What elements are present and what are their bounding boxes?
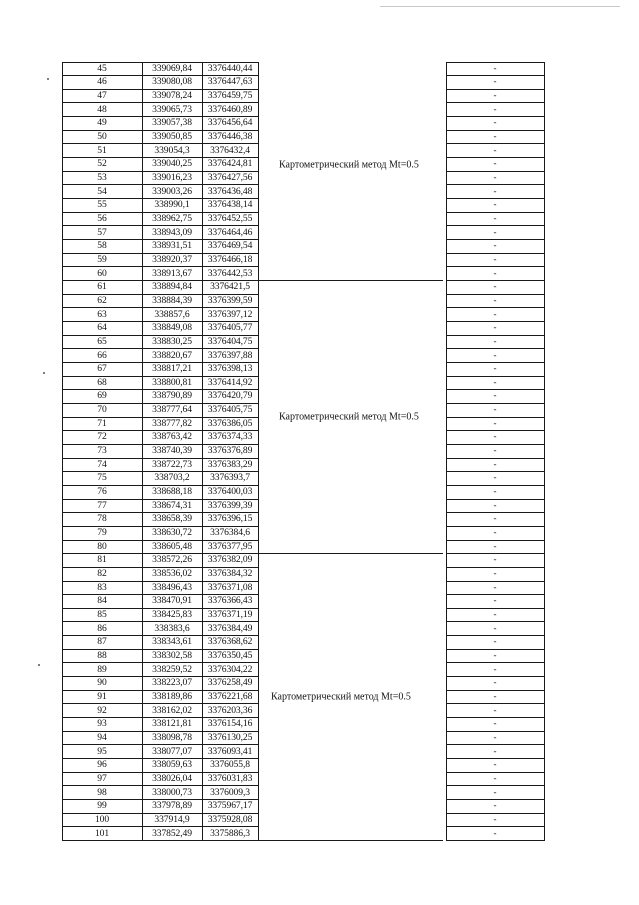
point-number-cell: 45 bbox=[97, 62, 107, 74]
point-number-cell: 58 bbox=[97, 240, 107, 252]
coordinate-x-cell: 338884,39 bbox=[152, 294, 192, 306]
remark-dash-cell: - bbox=[493, 185, 497, 196]
coordinate-x-cell: 338343,61 bbox=[152, 636, 192, 648]
remark-dash-cell: - bbox=[493, 540, 497, 551]
coordinate-x-cell: 338857,6 bbox=[154, 308, 190, 320]
coordinate-y-cell: 3376130,25 bbox=[207, 731, 253, 743]
point-number-cell: 83 bbox=[97, 581, 107, 593]
coordinate-x-cell: 338630,72 bbox=[152, 527, 192, 539]
point-number-cell: 99 bbox=[97, 800, 107, 812]
coordinate-y-cell: 3376440,44 bbox=[207, 62, 253, 74]
remark-dash-cell: - bbox=[493, 554, 497, 565]
remark-dash-cell: - bbox=[493, 171, 497, 182]
coordinate-y-cell: 3376399,39 bbox=[207, 499, 253, 511]
coordinate-x-cell: 338800,81 bbox=[152, 376, 192, 388]
point-number-cell: 87 bbox=[97, 636, 107, 648]
point-number-cell: 50 bbox=[97, 130, 107, 142]
coordinate-y-cell: 3376374,33 bbox=[207, 431, 253, 443]
coordinate-y-cell: 3376405,75 bbox=[207, 404, 253, 416]
coordinate-y-cell: 3376446,38 bbox=[207, 130, 253, 142]
remark-dash-cell: - bbox=[493, 445, 497, 456]
coordinate-y-cell: 3376399,59 bbox=[207, 294, 253, 306]
point-number-cell: 46 bbox=[97, 76, 107, 88]
remarks-column-border bbox=[544, 62, 545, 842]
remark-dash-cell: - bbox=[493, 731, 497, 742]
remark-dash-cell: - bbox=[493, 718, 497, 729]
coordinate-y-cell: 3376382,09 bbox=[207, 554, 253, 566]
point-number-cell: 86 bbox=[97, 622, 107, 634]
coordinate-x-cell: 338302,58 bbox=[152, 649, 192, 661]
coordinate-x-cell: 338674,31 bbox=[152, 499, 192, 511]
remark-dash-cell: - bbox=[493, 103, 497, 114]
remark-dash-cell: - bbox=[493, 417, 497, 428]
remark-dash-cell: - bbox=[493, 349, 497, 360]
coordinate-y-cell: 3376397,12 bbox=[207, 308, 253, 320]
remark-dash-cell: - bbox=[493, 458, 497, 469]
remark-dash-cell: - bbox=[493, 568, 497, 579]
remark-dash-cell: - bbox=[493, 281, 497, 292]
coordinate-y-cell: 3376466,18 bbox=[207, 253, 253, 265]
point-number-cell: 101 bbox=[94, 827, 110, 839]
coordinate-x-cell: 337852,49 bbox=[152, 827, 192, 839]
point-number-cell: 80 bbox=[97, 540, 107, 552]
point-number-cell: 51 bbox=[97, 144, 107, 156]
remark-dash-cell: - bbox=[493, 513, 497, 524]
point-number-cell: 59 bbox=[97, 253, 107, 265]
coordinate-y-cell: 3376447,63 bbox=[207, 76, 253, 88]
point-number-cell: 95 bbox=[97, 745, 107, 757]
coordinate-x-cell: 338894,84 bbox=[152, 281, 192, 293]
point-number-cell: 91 bbox=[97, 690, 107, 702]
coordinate-x-cell: 338121,81 bbox=[152, 718, 192, 730]
coordinate-y-cell: 3376420,79 bbox=[207, 390, 253, 402]
remark-dash-cell: - bbox=[493, 390, 497, 401]
point-number-cell: 81 bbox=[97, 554, 107, 566]
remark-dash-cell: - bbox=[493, 772, 497, 783]
coordinate-y-cell: 3376093,41 bbox=[207, 745, 253, 757]
point-number-cell: 69 bbox=[97, 390, 107, 402]
coordinate-x-cell: 338722,73 bbox=[152, 458, 192, 470]
table-column-border bbox=[258, 62, 259, 842]
remark-dash-cell: - bbox=[493, 267, 497, 278]
method-label: Картометрический метод Mt=0.5 bbox=[271, 691, 411, 703]
point-number-cell: 93 bbox=[97, 718, 107, 730]
coordinate-x-cell: 338059,63 bbox=[152, 759, 192, 771]
coordinate-x-cell: 339050,85 bbox=[152, 130, 192, 142]
point-number-cell: 72 bbox=[97, 431, 107, 443]
remark-dash-cell: - bbox=[493, 117, 497, 128]
point-number-cell: 78 bbox=[97, 513, 107, 525]
coordinate-x-cell: 338383,6 bbox=[154, 622, 190, 634]
coordinate-y-cell: 3376405,77 bbox=[207, 322, 253, 334]
coordinate-y-cell: 3376384,6 bbox=[210, 527, 250, 539]
scan-speck bbox=[47, 78, 49, 80]
coordinate-x-cell: 337914,9 bbox=[154, 813, 190, 825]
point-number-cell: 76 bbox=[97, 486, 107, 498]
coordinate-x-cell: 338943,09 bbox=[152, 226, 192, 238]
coordinate-y-cell: 3376350,45 bbox=[207, 649, 253, 661]
remark-dash-cell: - bbox=[493, 472, 497, 483]
coordinate-y-cell: 3376436,48 bbox=[207, 185, 253, 197]
coordinate-y-cell: 3376442,53 bbox=[207, 267, 253, 279]
coordinate-x-cell: 339016,23 bbox=[152, 171, 192, 183]
point-number-cell: 52 bbox=[97, 158, 107, 170]
remark-dash-cell: - bbox=[493, 404, 497, 415]
point-number-cell: 56 bbox=[97, 212, 107, 224]
coordinate-y-cell: 3376438,14 bbox=[207, 199, 253, 211]
coordinate-x-cell: 339078,24 bbox=[152, 90, 192, 102]
point-number-cell: 98 bbox=[97, 786, 107, 798]
coordinate-y-cell: 3376384,32 bbox=[207, 568, 253, 580]
remark-dash-cell: - bbox=[493, 76, 497, 87]
method-label: Картометрический метод Mt=0.5 bbox=[279, 411, 419, 423]
coordinate-y-cell: 3376469,54 bbox=[207, 240, 253, 252]
coordinate-x-cell: 338820,67 bbox=[152, 349, 192, 361]
coordinate-y-cell: 3376397,88 bbox=[207, 349, 253, 361]
coordinate-x-cell: 339065,73 bbox=[152, 103, 192, 115]
coordinate-x-cell: 338740,39 bbox=[152, 445, 192, 457]
coordinate-x-cell: 338605,48 bbox=[152, 540, 192, 552]
remark-dash-cell: - bbox=[493, 130, 497, 141]
remark-dash-cell: - bbox=[493, 376, 497, 387]
point-number-cell: 53 bbox=[97, 171, 107, 183]
remark-dash-cell: - bbox=[493, 322, 497, 333]
point-number-cell: 65 bbox=[97, 335, 107, 347]
remark-dash-cell: - bbox=[493, 704, 497, 715]
remark-dash-cell: - bbox=[493, 527, 497, 538]
coordinate-y-cell: 3376398,13 bbox=[207, 363, 253, 375]
point-number-cell: 84 bbox=[97, 595, 107, 607]
point-number-cell: 60 bbox=[97, 267, 107, 279]
coordinate-y-cell: 3376460,89 bbox=[207, 103, 253, 115]
point-number-cell: 70 bbox=[97, 404, 107, 416]
coordinate-x-cell: 338000,73 bbox=[152, 786, 192, 798]
coordinate-y-cell: 3376452,55 bbox=[207, 212, 253, 224]
remark-dash-cell: - bbox=[493, 745, 497, 756]
coordinate-y-cell: 3376383,29 bbox=[207, 458, 253, 470]
remark-dash-cell: - bbox=[493, 690, 497, 701]
scan-edge-line bbox=[380, 6, 620, 7]
coordinate-y-cell: 3376304,22 bbox=[207, 663, 253, 675]
coordinate-y-cell: 3376427,56 bbox=[207, 171, 253, 183]
point-number-cell: 100 bbox=[94, 813, 110, 825]
remarks-row-border bbox=[446, 840, 545, 841]
point-number-cell: 63 bbox=[97, 308, 107, 320]
coordinate-x-cell: 338920,37 bbox=[152, 253, 192, 265]
remark-dash-cell: - bbox=[493, 649, 497, 660]
coordinate-x-cell: 338817,21 bbox=[152, 363, 192, 375]
point-number-cell: 64 bbox=[97, 322, 107, 334]
coordinate-x-cell: 339003,26 bbox=[152, 185, 192, 197]
remark-dash-cell: - bbox=[493, 199, 497, 210]
scan-speck bbox=[38, 664, 40, 666]
coordinate-y-cell: 3376459,75 bbox=[207, 90, 253, 102]
coordinate-x-cell: 339069,84 bbox=[152, 62, 192, 74]
remark-dash-cell: - bbox=[493, 308, 497, 319]
coordinate-x-cell: 338425,83 bbox=[152, 609, 192, 621]
coordinate-x-cell: 339040,25 bbox=[152, 158, 192, 170]
coordinate-x-cell: 338189,86 bbox=[152, 690, 192, 702]
coordinate-y-cell: 3376154,16 bbox=[207, 718, 253, 730]
coordinate-y-cell: 3376055,8 bbox=[210, 759, 250, 771]
remark-dash-cell: - bbox=[493, 581, 497, 592]
coordinate-x-cell: 338026,04 bbox=[152, 772, 192, 784]
point-number-cell: 66 bbox=[97, 349, 107, 361]
method-block-separator bbox=[258, 840, 443, 841]
coordinate-x-cell: 338790,89 bbox=[152, 390, 192, 402]
remark-dash-cell: - bbox=[493, 294, 497, 305]
coordinate-x-cell: 338470,91 bbox=[152, 595, 192, 607]
coordinate-x-cell: 338777,82 bbox=[152, 417, 192, 429]
coordinate-x-cell: 338913,67 bbox=[152, 267, 192, 279]
remark-dash-cell: - bbox=[493, 609, 497, 620]
coordinate-y-cell: 3376258,49 bbox=[207, 677, 253, 689]
point-number-cell: 74 bbox=[97, 458, 107, 470]
coordinate-x-cell: 338777,64 bbox=[152, 404, 192, 416]
point-number-cell: 92 bbox=[97, 704, 107, 716]
point-number-cell: 82 bbox=[97, 568, 107, 580]
coordinate-y-cell: 3376009,3 bbox=[210, 786, 250, 798]
method-block-separator bbox=[258, 553, 443, 554]
coordinate-x-cell: 338703,2 bbox=[154, 472, 190, 484]
coordinate-y-cell: 3376432,4 bbox=[210, 144, 250, 156]
coordinate-y-cell: 3376464,46 bbox=[207, 226, 253, 238]
coordinate-y-cell: 3376400,03 bbox=[207, 486, 253, 498]
coordinate-y-cell: 3376377,95 bbox=[207, 540, 253, 552]
coordinate-y-cell: 3376386,05 bbox=[207, 417, 253, 429]
point-number-cell: 94 bbox=[97, 731, 107, 743]
coordinate-x-cell: 338931,51 bbox=[152, 240, 192, 252]
coordinate-y-cell: 3376366,43 bbox=[207, 595, 253, 607]
remark-dash-cell: - bbox=[493, 363, 497, 374]
point-number-cell: 61 bbox=[97, 281, 107, 293]
point-number-cell: 73 bbox=[97, 445, 107, 457]
coordinate-y-cell: 3376376,89 bbox=[207, 445, 253, 457]
coordinate-x-cell: 338223,07 bbox=[152, 677, 192, 689]
remark-dash-cell: - bbox=[493, 90, 497, 101]
coordinate-y-cell: 3376031,83 bbox=[207, 772, 253, 784]
remark-dash-cell: - bbox=[493, 813, 497, 824]
table-row-border bbox=[62, 840, 259, 841]
coordinate-x-cell: 338536,02 bbox=[152, 568, 192, 580]
coordinate-x-cell: 339080,08 bbox=[152, 76, 192, 88]
point-number-cell: 77 bbox=[97, 499, 107, 511]
point-number-cell: 79 bbox=[97, 527, 107, 539]
scan-speck bbox=[43, 372, 45, 374]
remark-dash-cell: - bbox=[493, 62, 497, 73]
remark-dash-cell: - bbox=[493, 800, 497, 811]
remark-dash-cell: - bbox=[493, 240, 497, 251]
coordinate-y-cell: 3376424,81 bbox=[207, 158, 253, 170]
coordinate-x-cell: 338098,78 bbox=[152, 731, 192, 743]
remark-dash-cell: - bbox=[493, 431, 497, 442]
remark-dash-cell: - bbox=[493, 759, 497, 770]
coordinate-x-cell: 338990,1 bbox=[154, 199, 190, 211]
coordinate-x-cell: 338849,08 bbox=[152, 322, 192, 334]
remark-dash-cell: - bbox=[493, 786, 497, 797]
coordinate-y-cell: 3375928,08 bbox=[207, 813, 253, 825]
remark-dash-cell: - bbox=[493, 158, 497, 169]
coordinate-y-cell: 3375967,17 bbox=[207, 800, 253, 812]
remark-dash-cell: - bbox=[493, 335, 497, 346]
coordinate-y-cell: 3376393,7 bbox=[210, 472, 250, 484]
coordinate-x-cell: 339054,3 bbox=[154, 144, 190, 156]
coordinate-x-cell: 338763,42 bbox=[152, 431, 192, 443]
coordinate-y-cell: 3376456,64 bbox=[207, 117, 253, 129]
point-number-cell: 85 bbox=[97, 609, 107, 621]
coordinate-x-cell: 338658,39 bbox=[152, 513, 192, 525]
coordinate-x-cell: 338077,07 bbox=[152, 745, 192, 757]
point-number-cell: 68 bbox=[97, 376, 107, 388]
remark-dash-cell: - bbox=[493, 663, 497, 674]
remark-dash-cell: - bbox=[493, 144, 497, 155]
coordinate-y-cell: 3376404,75 bbox=[207, 335, 253, 347]
remark-dash-cell: - bbox=[493, 226, 497, 237]
coordinate-y-cell: 3376371,08 bbox=[207, 581, 253, 593]
remark-dash-cell: - bbox=[493, 212, 497, 223]
point-number-cell: 75 bbox=[97, 472, 107, 484]
coordinate-x-cell: 338259,52 bbox=[152, 663, 192, 675]
point-number-cell: 88 bbox=[97, 649, 107, 661]
coordinate-y-cell: 3376221,68 bbox=[207, 690, 253, 702]
method-block-separator bbox=[258, 280, 443, 281]
coordinate-y-cell: 3376414,92 bbox=[207, 376, 253, 388]
coordinate-x-cell: 338688,18 bbox=[152, 486, 192, 498]
remark-dash-cell: - bbox=[493, 486, 497, 497]
coordinate-x-cell: 338496,43 bbox=[152, 581, 192, 593]
coordinate-y-cell: 3376384,49 bbox=[207, 622, 253, 634]
method-label: Картометрический метод Mt=0.5 bbox=[279, 159, 419, 171]
coordinate-x-cell: 337978,89 bbox=[152, 800, 192, 812]
remark-dash-cell: - bbox=[493, 677, 497, 688]
coordinate-y-cell: 3376203,36 bbox=[207, 704, 253, 716]
remark-dash-cell: - bbox=[493, 622, 497, 633]
coordinate-x-cell: 338572,26 bbox=[152, 554, 192, 566]
point-number-cell: 89 bbox=[97, 663, 107, 675]
point-number-cell: 90 bbox=[97, 677, 107, 689]
point-number-cell: 54 bbox=[97, 185, 107, 197]
coordinate-x-cell: 339057,38 bbox=[152, 117, 192, 129]
coordinate-y-cell: 3376371,19 bbox=[207, 609, 253, 621]
point-number-cell: 55 bbox=[97, 199, 107, 211]
point-number-cell: 97 bbox=[97, 772, 107, 784]
coordinate-y-cell: 3376396,15 bbox=[207, 513, 253, 525]
point-number-cell: 57 bbox=[97, 226, 107, 238]
point-number-cell: 71 bbox=[97, 417, 107, 429]
point-number-cell: 96 bbox=[97, 759, 107, 771]
remark-dash-cell: - bbox=[493, 595, 497, 606]
coordinate-y-cell: 3376368,62 bbox=[207, 636, 253, 648]
remark-dash-cell: - bbox=[493, 827, 497, 838]
remark-dash-cell: - bbox=[493, 499, 497, 510]
point-number-cell: 48 bbox=[97, 103, 107, 115]
remark-dash-cell: - bbox=[493, 253, 497, 264]
remark-dash-cell: - bbox=[493, 636, 497, 647]
coordinate-y-cell: 3375886,3 bbox=[210, 827, 250, 839]
coordinate-x-cell: 338162,02 bbox=[152, 704, 192, 716]
point-number-cell: 47 bbox=[97, 90, 107, 102]
point-number-cell: 67 bbox=[97, 363, 107, 375]
point-number-cell: 62 bbox=[97, 294, 107, 306]
point-number-cell: 49 bbox=[97, 117, 107, 129]
coordinate-x-cell: 338830,25 bbox=[152, 335, 192, 347]
coordinate-y-cell: 3376421,5 bbox=[210, 281, 250, 293]
coordinate-x-cell: 338962,75 bbox=[152, 212, 192, 224]
